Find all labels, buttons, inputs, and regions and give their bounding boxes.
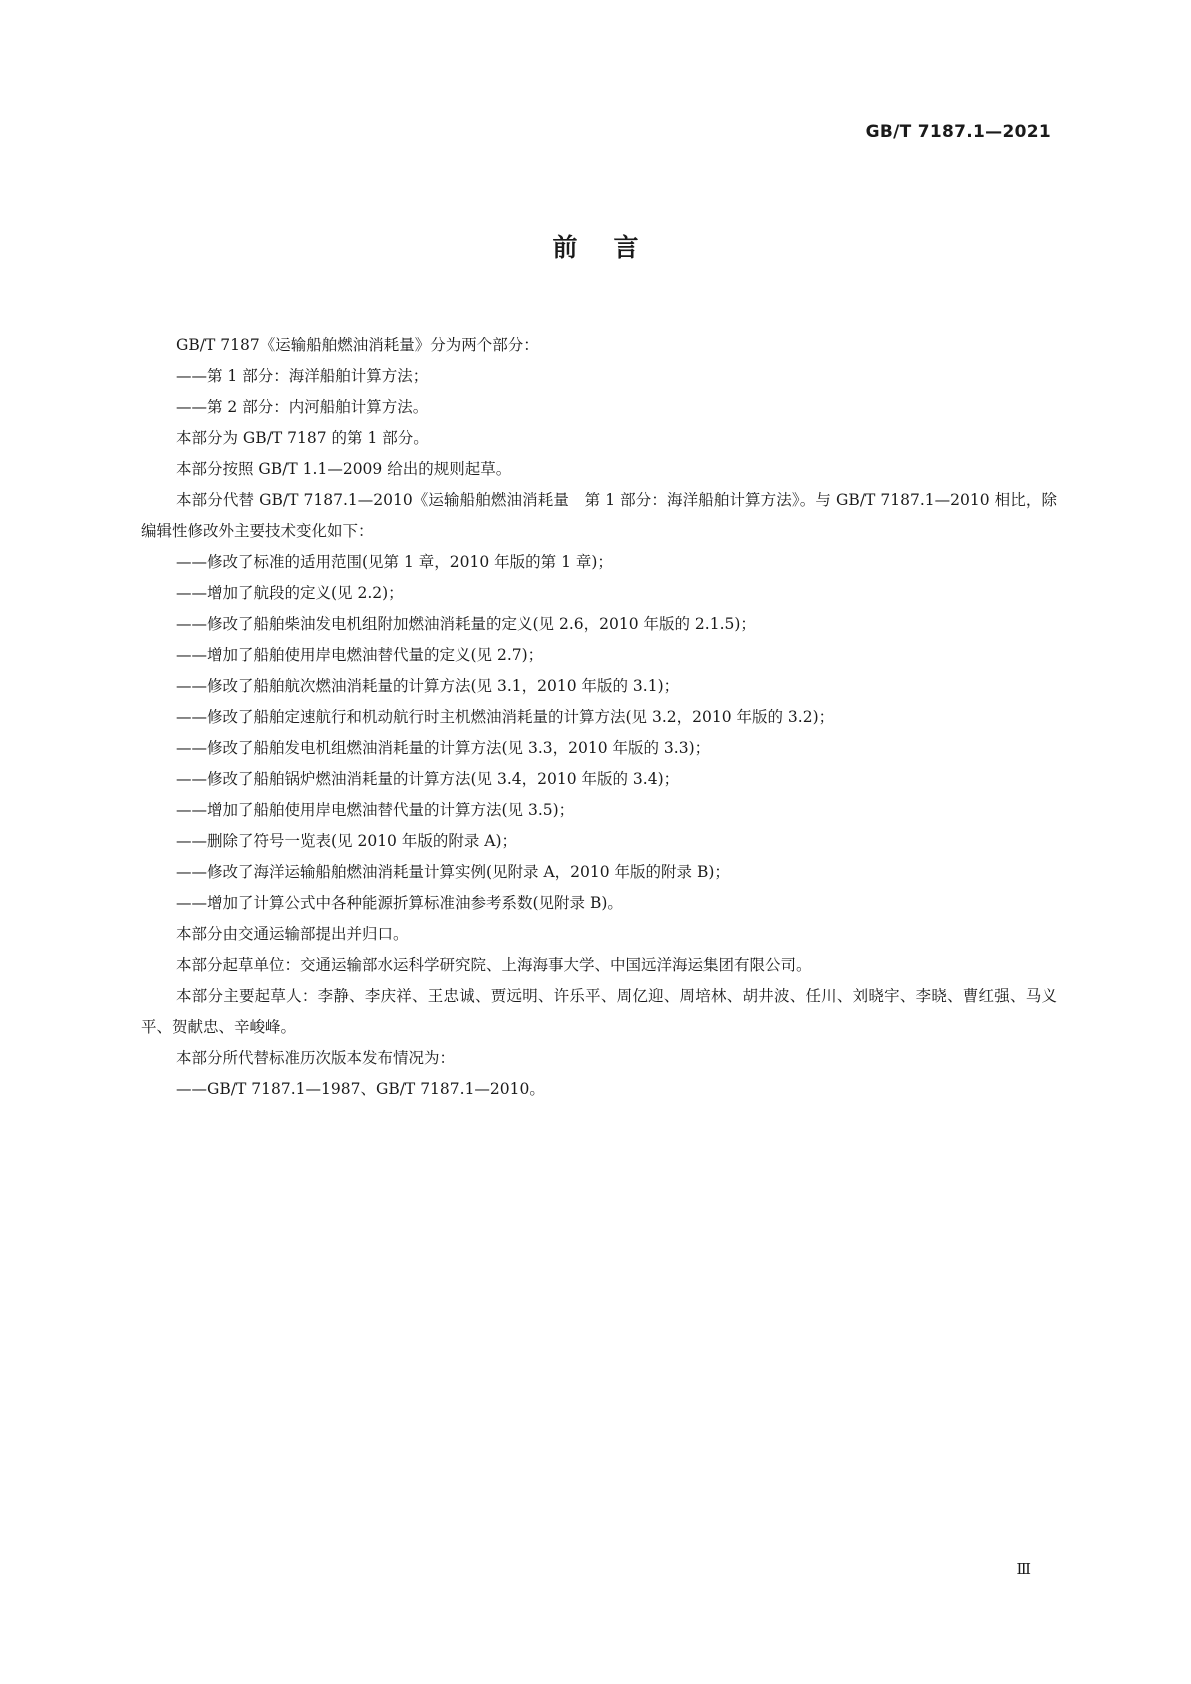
change-item: ——增加了船舶使用岸电燃油替代量的定义(见 2.7)； — [176, 646, 544, 664]
change-item: ——删除了符号一览表(见 2010 年版的附录 A)； — [176, 832, 518, 850]
paragraph-series-intro: GB/T 7187《运输船舶燃油消耗量》分为两个部分： — [176, 336, 539, 354]
paragraph-drafters: 本部分主要起草人：李静、李庆祥、王忠诚、贾远明、许乐平、周亿迎、周培林、胡井波、任川、刘晓宇、李晓、曹红强、马义平、贺献忠、辛峻峰。 — [141, 987, 1057, 1036]
list-item-part-1: ——第 1 部分：海洋船舶计算方法； — [176, 367, 429, 385]
change-item: ——修改了船舶定速航行和机动航行时主机燃油消耗量的计算方法(见 3.2，2010 年版的 3.2)； — [176, 708, 835, 726]
page-title: 前言 — [552, 233, 675, 262]
paragraph-history-intro: 本部分所代替标准历次版本发布情况为： — [176, 1049, 456, 1067]
page-number: Ⅲ — [1016, 1560, 1031, 1578]
change-item: ——修改了船舶柴油发电机组附加燃油消耗量的定义(见 2.6，2010 年版的 2.1.5)； — [176, 615, 756, 633]
list-item-history: ——GB/T 7187.1—1987、GB/T 7187.1—2010。 — [176, 1080, 545, 1098]
list-item-part-2: ——第 2 部分：内河船舶计算方法。 — [176, 398, 429, 416]
paragraph-part-scope: 本部分为 GB/T 7187 的第 1 部分。 — [176, 429, 429, 447]
foreword-body — [141, 330, 1057, 1105]
paragraph-drafting-units: 本部分起草单位：交通运输部水运科学研究院、上海海事大学、中国远洋海运集团有限公司。 — [176, 956, 812, 974]
change-item: ——增加了航段的定义(见 2.2)； — [176, 584, 404, 602]
change-item: ——增加了船舶使用岸电燃油替代量的计算方法(见 3.5)； — [176, 801, 575, 819]
paragraph-drafting-rules: 本部分按照 GB/T 1.1—2009 给出的规则起草。 — [176, 460, 512, 478]
change-item: ——修改了标准的适用范围(见第 1 章，2010 年版的第 1 章)； — [176, 553, 613, 571]
paragraph-proposer: 本部分由交通运输部提出并归口。 — [176, 925, 409, 943]
change-item: ——增加了计算公式中各种能源折算标准油参考系数(见附录 B)。 — [176, 894, 623, 912]
change-item: ——修改了船舶发电机组燃油消耗量的计算方法(见 3.3，2010 年版的 3.3)； — [176, 739, 711, 757]
standard-number: GB/T 7187.1—2021 — [865, 122, 1051, 142]
change-item: ——修改了海洋运输船舶燃油消耗量计算实例(见附录 A，2010 年版的附录 B)； — [176, 863, 730, 881]
change-item: ——修改了船舶锅炉燃油消耗量的计算方法(见 3.4，2010 年版的 3.4)； — [176, 770, 680, 788]
paragraph-replaces: 本部分代替 GB/T 7187.1—2010《运输船舶燃油消耗量 第 1 部分：海洋船舶计算方法》。与 GB/T 7187.1—2010 相比，除编辑性修改外主要技术变化如下： — [141, 491, 1057, 540]
change-item: ——修改了船舶航次燃油消耗量的计算方法(见 3.1，2010 年版的 3.1)； — [176, 677, 680, 695]
